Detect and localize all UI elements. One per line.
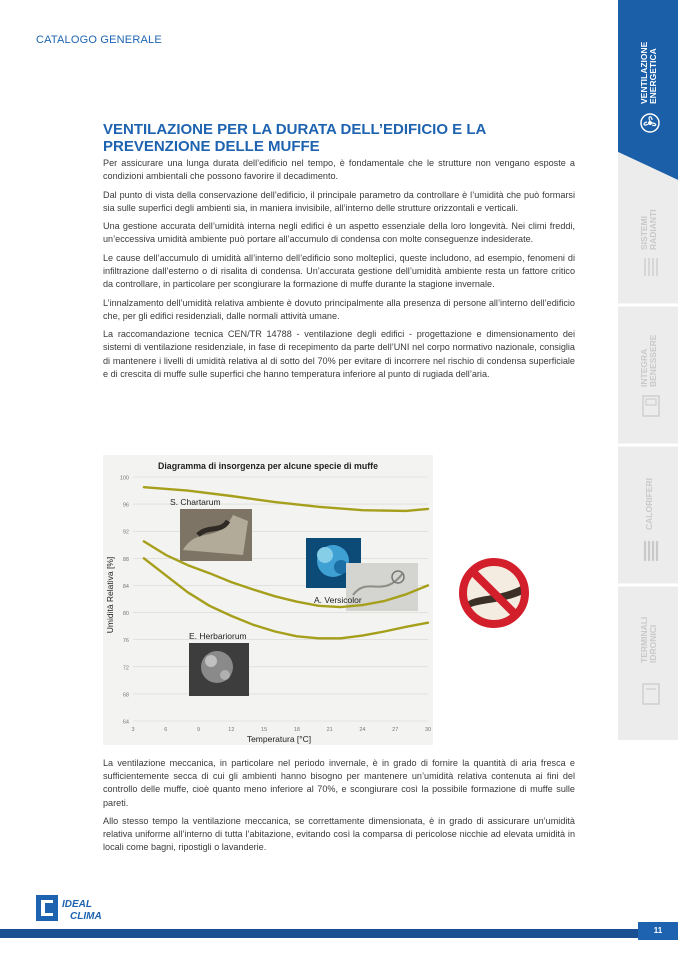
paragraph: Una gestione accurata dell’umidità interna negli edifici è un aspetto essenziale della loro longevità. Nei climi freddi, un’eccessiva umidità ambiente può portare all’accumulo di condensa con molte conseguenze indesiderate. (103, 221, 575, 245)
fan-icon (639, 112, 661, 134)
section-sidebar (618, 0, 678, 740)
y-tick-label: 64 (122, 719, 129, 726)
chart-title: Diagramma di insorgenza per alcune specie di muffe (158, 461, 378, 471)
x-tick-label: 18 (293, 727, 300, 733)
fan-coil-icon (642, 683, 660, 705)
paragraph: Allo stesso tempo la ventilazione meccanica, se correttamente dimensionata, è in grado di assicurare un’umidità relativa uniforme all’interno di tutta l’abitazione, evitando così la comparsa di pericolose nicchie ad elevata umidità in locali come bagni, ripostigli o lavanderie. (103, 816, 575, 853)
no-mold-sign-icon (457, 556, 531, 630)
y-tick-label: 68 (122, 692, 129, 699)
tab-ventilazione-energetica[interactable] (618, 0, 678, 150)
tab-label: CALORIFERI (644, 478, 654, 530)
tab-label: BENESSERE (648, 334, 658, 387)
tab-label: SISTEMI (639, 215, 649, 250)
y-tick-label: 100 (119, 475, 129, 482)
x-tick-label: 6 (164, 727, 168, 733)
x-tick-label: 27 (392, 727, 399, 733)
x-tick-label: 15 (261, 727, 268, 733)
tab-integra-benessere[interactable] (618, 305, 678, 445)
tab-caloriferi[interactable] (618, 445, 678, 585)
footer-bar (0, 929, 678, 938)
y-tick-label: 88 (122, 556, 129, 563)
x-tick-label: 24 (359, 727, 366, 733)
series-label-chartarum: S. Chartarum (170, 497, 221, 507)
tab-sistemi-radianti[interactable] (618, 180, 678, 305)
x-tick-label: 3 (131, 727, 135, 733)
x-tick-label: 9 (197, 727, 201, 733)
y-tick-label: 92 (122, 529, 129, 536)
x-axis-label: Temperatura [°C] (246, 734, 312, 744)
tab-label: RADIANTI (648, 209, 658, 250)
radiant-floor-icon (643, 256, 659, 278)
y-tick-label: 80 (122, 611, 129, 618)
ideal-clima-logo (36, 893, 120, 923)
x-tick-label: 12 (228, 727, 235, 733)
paragraph: La ventilazione meccanica, in particolare nel periodo invernale, è in grado di fornire la quantità di aria fresca e sufficientemente secca di cui gli ambienti hanno bisogno per mantenere un’umidità relativa contenuta ai fini del controllo delle muffe, cioè quanto meno inferiore al 70%, e scongiurare così la possibile formazione di muffe sulle pareti. (103, 758, 575, 808)
series-label-herbariorum: E. Herbariorum (189, 631, 247, 641)
catalog-header: CATALOGO GENERALE (36, 34, 162, 46)
intro-text (103, 157, 575, 386)
series-label-versicolor: A. Versicolor (314, 595, 362, 605)
integra-unit-icon (642, 395, 660, 417)
paragraph: Per assicurare una lunga durata dell’edificio nel tempo, è fondamentale che le strutture non vengano esposte a condizioni ambientali che possono favorire il decadimento. (103, 158, 575, 182)
closing-text (103, 757, 575, 860)
page-number: 11 (638, 922, 678, 940)
y-tick-label: 76 (122, 638, 129, 645)
y-tick-label: 84 (122, 583, 129, 590)
radiator-icon (642, 540, 660, 562)
tab-label: INTEGRA (639, 348, 649, 387)
x-tick-label: 21 (326, 727, 333, 733)
e-herbariorum-photo (189, 643, 249, 696)
tab-label: TERMINALI (639, 616, 649, 663)
y-tick-label: 96 (122, 502, 129, 509)
y-tick-label: 72 (122, 665, 129, 672)
tab-label: IDRONICI (648, 624, 658, 663)
logo-line1: IDEAL (62, 899, 92, 910)
tab-terminali-idronici[interactable] (618, 585, 678, 740)
s-chartarum-photo (180, 509, 252, 561)
logo-line2: CLIMA (70, 911, 102, 922)
mold-growth-chart (103, 455, 433, 745)
paragraph: Le cause dell’accumulo di umidità all’interno dell’edificio sono molteplici, queste includono, ad esempio, fenomeni di infiltrazione dall’esterno o di risalita di condensa. Un’accurata gestione dell’umidità ambiente resta un fattore critico da controllare, in particolare per scongiurare la formazione di muffe durante la stagione invernale. (103, 252, 575, 290)
tab-label: VENTILAZIONE (639, 41, 649, 104)
page-title: VENTILAZIONE PER LA DURATA DELL’EDIFICIO E LA PREVENZIONE DELLE MUFFE (103, 121, 486, 155)
x-tick-label: 30 (424, 727, 432, 733)
tab-label: ENERGETICA (648, 48, 658, 104)
paragraph: Dal punto di vista della conservazione dell’edificio, il principale parametro da controllare è l’umidità che può formarsi sia sulle superfici degli ambienti sia, in maniera invisibile, all’interno delle strutture orizzontali e verticali. (103, 189, 575, 213)
y-axis-label: Umidità Relativa [%] (105, 556, 115, 634)
paragraph: L’innalzamento dell’umidità relativa ambiente è dovuto principalmente alla presenza di persone all’interno dell’edificio che, per gli edifici residenziali, dalle normali attività umane. (103, 297, 575, 321)
paragraph: La raccomandazione tecnica CEN/TR 14788 - ventilazione degli edifici - progettazione e dimensionamento dei sistemi di ventilazione residenziale, in fase di recepimento da parte dell’UNI nel corpo normativo nazionale, consiglia di mantenere i livelli di umidità relativa al di sotto del 70% per evitare di incorrere nel rischio di condensa superficiale e di crescita di muffe sulle superfici che hanno temperatura inferiore al punto di rugiada dell’aria. (103, 329, 575, 379)
